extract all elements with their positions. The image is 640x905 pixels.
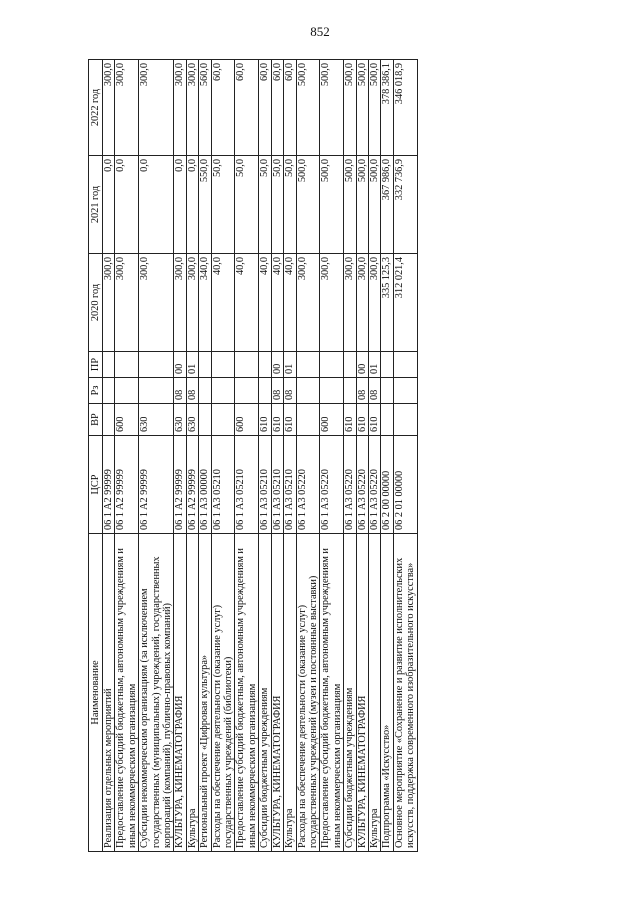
- row-2022: 500,0: [320, 60, 344, 156]
- row-name: Предоставление субсидий бюджетным, автономным учреждениям и иным некоммерческим организациям: [235, 534, 259, 852]
- row-csr: 06 1 A3 05220: [356, 436, 368, 534]
- row-2022: 60,0: [271, 60, 283, 156]
- row-2020: 312 021,4: [393, 254, 417, 352]
- row-csr: 06 1 A2 99999: [186, 436, 198, 534]
- header-2020: 2020 год: [89, 254, 103, 352]
- table-row: [284, 60, 296, 852]
- row-vr: 600: [320, 404, 344, 436]
- header-csr: ЦСР: [89, 436, 103, 534]
- row-csr: 06 1 A3 05210: [271, 436, 283, 534]
- row-2021: 0,0: [139, 156, 174, 254]
- row-2022: 560,0: [199, 60, 211, 156]
- row-csr: 06 1 A2 99999: [174, 436, 186, 534]
- row-vr: 610: [356, 404, 368, 436]
- table-row: [381, 60, 393, 852]
- header-2021: 2021 год: [89, 156, 103, 254]
- row-vr: 610: [284, 404, 296, 436]
- row-name: КУЛЬТУРА, КИНЕМАТОГРАФИЯ: [174, 534, 186, 852]
- row-2021: 500,0: [320, 156, 344, 254]
- row-2021: 50,0: [235, 156, 259, 254]
- row-vr: 630: [174, 404, 186, 436]
- table-row: [199, 60, 211, 852]
- row-2022: 300,0: [174, 60, 186, 156]
- row-vr: 600: [115, 404, 139, 436]
- table-row: [259, 60, 271, 852]
- row-pr: [381, 352, 393, 378]
- row-2020: 300,0: [344, 254, 356, 352]
- row-2021: 0,0: [186, 156, 198, 254]
- row-name: Субсидии бюджетным учреждениям: [259, 534, 271, 852]
- table-header-row: [89, 60, 103, 852]
- row-2022: 60,0: [259, 60, 271, 156]
- row-name: Культура: [368, 534, 380, 852]
- row-name: Подпрограмма «Искусство»: [381, 534, 393, 852]
- row-pr: [115, 352, 139, 378]
- row-pr: 01: [284, 352, 296, 378]
- row-rz: 08: [356, 378, 368, 404]
- row-name: Основное мероприятие «Сохранение и развитие исполнительских искусств, поддержка современного изобразительного искусства»: [393, 534, 417, 852]
- row-2021: 500,0: [296, 156, 320, 254]
- row-rz: 08: [271, 378, 283, 404]
- row-vr: [381, 404, 393, 436]
- row-2022: 300,0: [115, 60, 139, 156]
- row-2022: 378 386,1: [381, 60, 393, 156]
- row-pr: 00: [356, 352, 368, 378]
- row-vr: 610: [368, 404, 380, 436]
- row-2022: 346 018,9: [393, 60, 417, 156]
- row-2020: 40,0: [259, 254, 271, 352]
- row-pr: [103, 352, 115, 378]
- row-2021: 0,0: [115, 156, 139, 254]
- row-rz: [344, 378, 356, 404]
- row-csr: 06 1 A3 05210: [235, 436, 259, 534]
- header-name: Наименование: [89, 534, 103, 852]
- row-2020: 335 125,3: [381, 254, 393, 352]
- table-body: [103, 60, 418, 852]
- rotated-table-container: [88, 60, 528, 852]
- row-2021: 50,0: [211, 156, 235, 254]
- table-row: [115, 60, 139, 852]
- table-row: [320, 60, 344, 852]
- row-rz: 08: [186, 378, 198, 404]
- row-2022: 60,0: [211, 60, 235, 156]
- row-vr: 610: [271, 404, 283, 436]
- row-2020: 300,0: [320, 254, 344, 352]
- row-rz: 08: [284, 378, 296, 404]
- row-rz: [199, 378, 211, 404]
- row-vr: 630: [139, 404, 174, 436]
- row-rz: [393, 378, 417, 404]
- row-csr: 06 1 A2 99999: [103, 436, 115, 534]
- row-name: Субсидии некоммерческим организациям (за исключением государственных (муниципальных) учреждений, государственных корпораций (компаний), публично-правовых компаний): [139, 534, 174, 852]
- row-csr: 06 1 A3 05220: [368, 436, 380, 534]
- row-2020: 300,0: [296, 254, 320, 352]
- row-2020: 300,0: [356, 254, 368, 352]
- table-row: [296, 60, 320, 852]
- row-vr: [296, 404, 320, 436]
- row-csr: 06 1 A3 05220: [344, 436, 356, 534]
- row-name: Расходы на обеспечение деятельности (оказание услуг) государственных учреждений (библиотеки): [211, 534, 235, 852]
- budget-table: [88, 59, 418, 852]
- row-pr: [344, 352, 356, 378]
- row-vr: [103, 404, 115, 436]
- row-vr: [393, 404, 417, 436]
- row-pr: [235, 352, 259, 378]
- row-2020: 40,0: [271, 254, 283, 352]
- row-name: Предоставление субсидий бюджетным, автономным учреждениям и иным некоммерческим организациям: [115, 534, 139, 852]
- row-csr: 06 2 01 00000: [393, 436, 417, 534]
- row-csr: 06 2 00 00000: [381, 436, 393, 534]
- row-2022: 500,0: [296, 60, 320, 156]
- row-2020: 40,0: [284, 254, 296, 352]
- row-pr: [139, 352, 174, 378]
- row-2022: 300,0: [103, 60, 115, 156]
- row-csr: 06 1 A3 00000: [199, 436, 211, 534]
- row-pr: [211, 352, 235, 378]
- row-pr: 01: [186, 352, 198, 378]
- row-rz: [139, 378, 174, 404]
- row-2022: 500,0: [356, 60, 368, 156]
- row-pr: [296, 352, 320, 378]
- row-2021: 0,0: [103, 156, 115, 254]
- row-2020: 300,0: [139, 254, 174, 352]
- row-csr: 06 1 A3 05220: [296, 436, 320, 534]
- row-vr: 630: [186, 404, 198, 436]
- row-vr: [211, 404, 235, 436]
- row-2021: 50,0: [271, 156, 283, 254]
- row-pr: 01: [368, 352, 380, 378]
- row-2021: 550,0: [199, 156, 211, 254]
- row-pr: [259, 352, 271, 378]
- row-2021: 50,0: [259, 156, 271, 254]
- row-name: Предоставление субсидий бюджетным, автономным учреждениям и иным некоммерческим организациям: [320, 534, 344, 852]
- row-2020: 300,0: [368, 254, 380, 352]
- row-rz: 08: [368, 378, 380, 404]
- row-pr: 00: [174, 352, 186, 378]
- row-csr: 06 1 A3 05210: [284, 436, 296, 534]
- page-number: 852: [310, 24, 330, 39]
- row-name: Расходы на обеспечение деятельности (оказание услуг) государственных учреждений (музеи и постоянные выставки): [296, 534, 320, 852]
- row-rz: [320, 378, 344, 404]
- row-2021: 500,0: [368, 156, 380, 254]
- row-csr: 06 1 A2 99999: [139, 436, 174, 534]
- row-vr: 610: [259, 404, 271, 436]
- row-rz: [259, 378, 271, 404]
- row-name: КУЛЬТУРА, КИНЕМАТОГРАФИЯ: [356, 534, 368, 852]
- row-rz: [103, 378, 115, 404]
- row-pr: [320, 352, 344, 378]
- row-2020: 40,0: [235, 254, 259, 352]
- row-name: Реализация отдельных мероприятий: [103, 534, 115, 852]
- row-2022: 500,0: [344, 60, 356, 156]
- row-vr: 610: [344, 404, 356, 436]
- header-rz: Рз: [89, 378, 103, 404]
- row-2021: 0,0: [174, 156, 186, 254]
- table-row: [139, 60, 174, 852]
- row-2020: 300,0: [186, 254, 198, 352]
- row-2022: 300,0: [139, 60, 174, 156]
- header-pr: ПР: [89, 352, 103, 378]
- row-rz: 08: [174, 378, 186, 404]
- row-vr: 600: [235, 404, 259, 436]
- row-2020: 300,0: [115, 254, 139, 352]
- row-rz: [115, 378, 139, 404]
- row-2020: 300,0: [174, 254, 186, 352]
- row-2021: 367 986,0: [381, 156, 393, 254]
- table-row: [393, 60, 417, 852]
- row-pr: [199, 352, 211, 378]
- row-pr: 00: [271, 352, 283, 378]
- row-2022: 500,0: [368, 60, 380, 156]
- row-vr: [199, 404, 211, 436]
- row-2022: 300,0: [186, 60, 198, 156]
- row-pr: [393, 352, 417, 378]
- row-name: Культура: [186, 534, 198, 852]
- row-2020: 40,0: [211, 254, 235, 352]
- header-vr: ВР: [89, 404, 103, 436]
- row-csr: 06 1 A3 05210: [211, 436, 235, 534]
- row-rz: [211, 378, 235, 404]
- row-2020: 340,0: [199, 254, 211, 352]
- table-row: [368, 60, 380, 852]
- row-2021: 50,0: [284, 156, 296, 254]
- row-csr: 06 1 A2 99999: [115, 436, 139, 534]
- row-name: КУЛЬТУРА, КИНЕМАТОГРАФИЯ: [271, 534, 283, 852]
- row-2020: 300,0: [103, 254, 115, 352]
- row-2022: 60,0: [235, 60, 259, 156]
- header-2022: 2022 год: [89, 60, 103, 156]
- row-2021: 500,0: [344, 156, 356, 254]
- row-name: Культура: [284, 534, 296, 852]
- row-2021: 500,0: [356, 156, 368, 254]
- row-csr: 06 1 A3 05220: [320, 436, 344, 534]
- table-row: [235, 60, 259, 852]
- table-row: [271, 60, 283, 852]
- row-2022: 60,0: [284, 60, 296, 156]
- table-row: [174, 60, 186, 852]
- table-row: [344, 60, 356, 852]
- row-name: Субсидии бюджетным учреждениям: [344, 534, 356, 852]
- row-rz: [296, 378, 320, 404]
- row-name: Региональный проект «Цифровая культура»: [199, 534, 211, 852]
- row-rz: [381, 378, 393, 404]
- row-csr: 06 1 A3 05210: [259, 436, 271, 534]
- table-row: [103, 60, 115, 852]
- table-row: [211, 60, 235, 852]
- row-rz: [235, 378, 259, 404]
- row-2021: 332 736,9: [393, 156, 417, 254]
- table-row: [186, 60, 198, 852]
- table-row: [356, 60, 368, 852]
